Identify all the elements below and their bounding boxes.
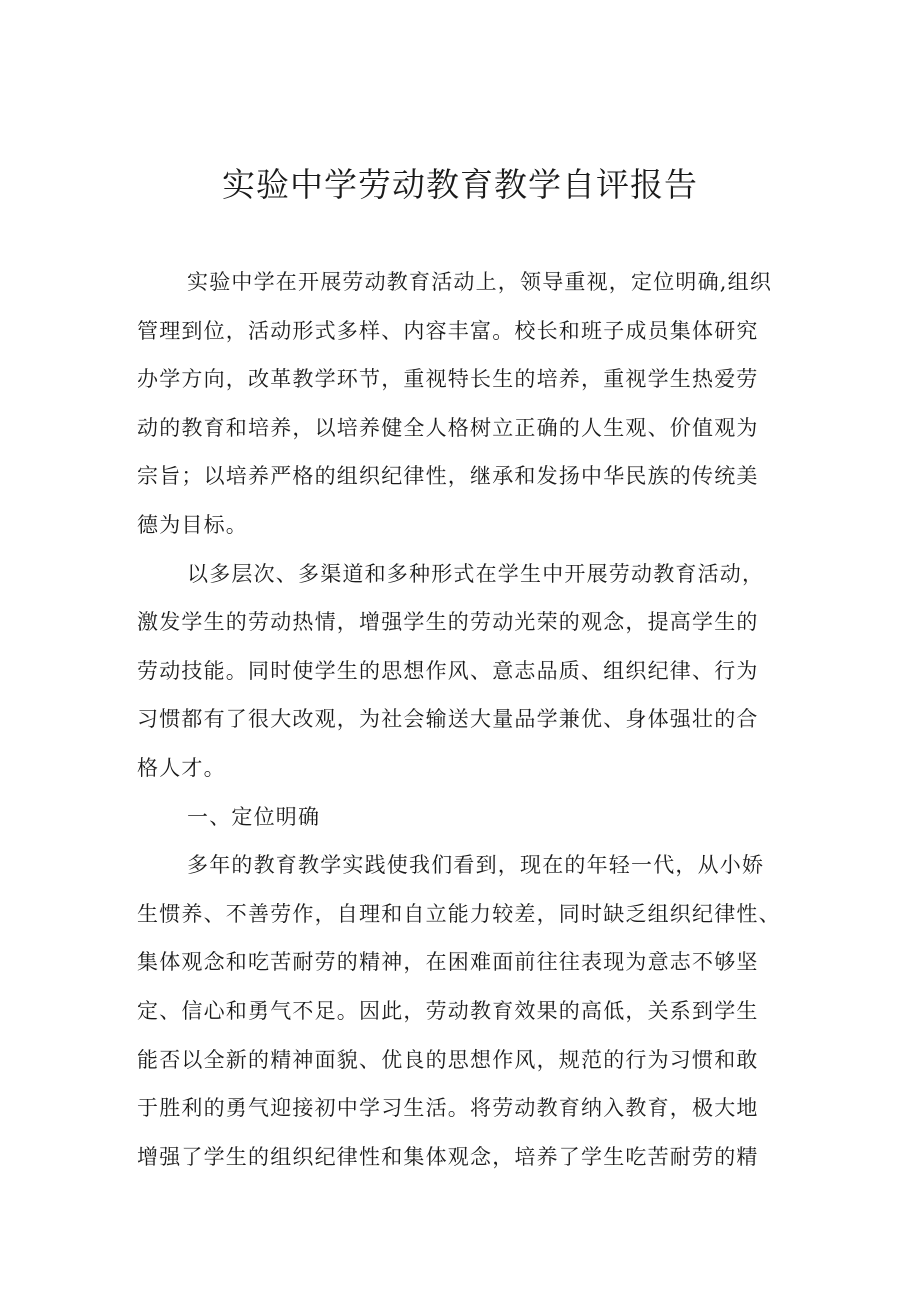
paragraph-line: 宗旨；以培养严格的组织纪律性，继承和发扬中华民族的传统美 <box>137 464 759 489</box>
paragraph-line: 能否以全新的精神面貌、优良的思想作风，规范的行为习惯和敢 <box>137 1047 759 1072</box>
paragraph-line: 增强了学生的组织纪律性和集体观念，培养了学生吃苦耐劳的精 <box>137 1144 759 1169</box>
document-body <box>137 258 797 1181</box>
paragraph-line: 动的教育和培养，以培养健全人格树立正确的人生观、价值观为 <box>137 415 759 440</box>
paragraph-line: 定、信心和勇气不足。因此，劳动教育效果的高低，关系到学生 <box>137 998 759 1023</box>
paragraph-line: 生惯养、不善劳作，自理和自立能力较差，同时缺乏组织纪律性、 <box>137 901 781 926</box>
section-heading: 一、定位明确 <box>187 804 321 829</box>
paragraph-line: 管理到位，活动形式多样、内容丰富。校长和班子成员集体研究 <box>137 318 759 343</box>
paragraph-line: 习惯都有了很大改观，为社会输送大量品学兼优、身体强壮的合 <box>137 707 759 732</box>
paragraph-line: 于胜利的勇气迎接初中学习生活。将劳动教育纳入教育，极大地 <box>137 1096 759 1121</box>
document-title: 实验中学劳动教育教学自评报告 <box>222 165 698 204</box>
paragraph-line: 激发学生的劳动热情，增强学生的劳动光荣的观念，提高学生的 <box>137 610 759 635</box>
paragraph-line: 办学方向，改革教学环节，重视特长生的培养，重视学生热爱劳 <box>137 367 759 392</box>
paragraph-line: 多年的教育教学实践使我们看到，现在的年轻一代，从小娇 <box>187 853 765 878</box>
paragraph-line: 实验中学在开展劳动教育活动上，领导重视，定位明确,组织 <box>187 270 773 294</box>
paragraph-line: 格人才。 <box>137 755 226 780</box>
paragraph-line: 以多层次、多渠道和多种形式在学生中开展劳动教育活动， <box>187 561 765 586</box>
paragraph-line: 劳动技能。同时使学生的思想作风、意志品质、组织纪律、行为 <box>137 658 759 683</box>
paragraph-line: 集体观念和吃苦耐劳的精神，在困难面前往往表现为意志不够坚 <box>137 950 759 975</box>
paragraph-line: 德为目标。 <box>137 512 248 537</box>
